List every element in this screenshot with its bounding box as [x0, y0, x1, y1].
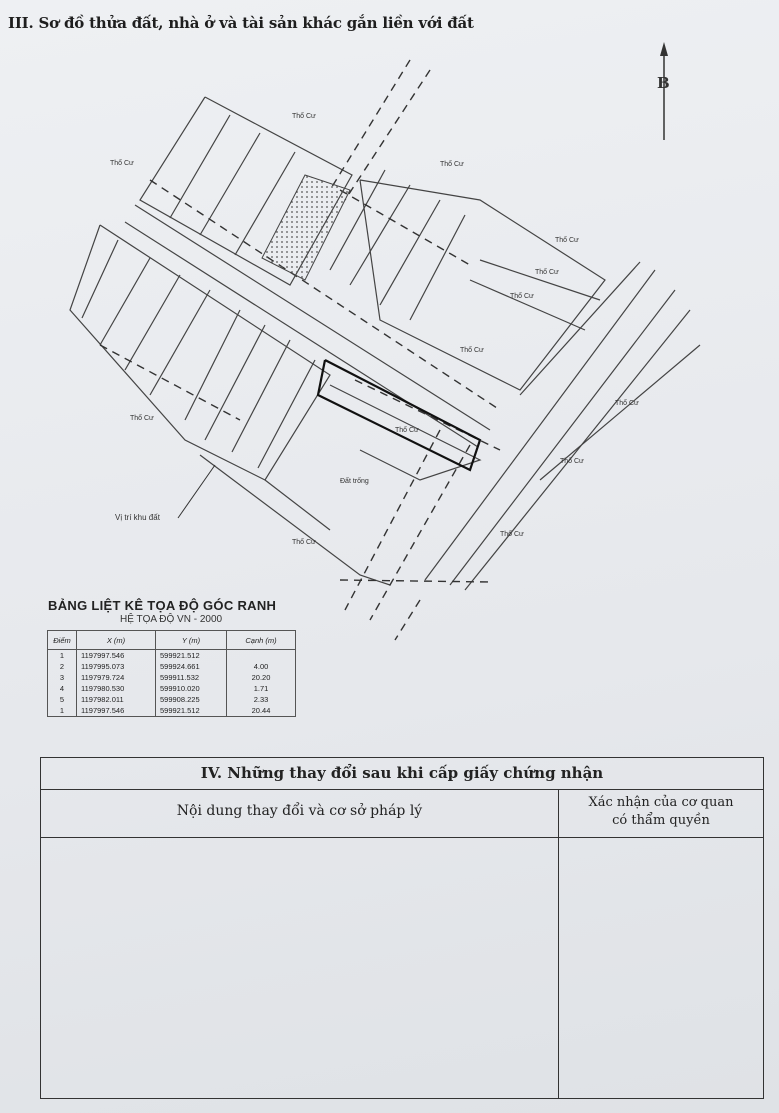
col-header-change-content: Nội dung thay đổi và cơ sở pháp lý [176, 803, 423, 819]
col-header-point: Điểm [48, 631, 77, 650]
north-label: B [657, 74, 670, 92]
changes-after-certification-table [40, 757, 764, 1099]
section-iv-title: IV. Những thay đổi sau khi cấp giấy chứng nhận [41, 758, 763, 790]
change-content-cell[interactable] [41, 838, 558, 1098]
label-tho-cu-9: Thổ Cư [130, 415, 154, 422]
col-header-authority-confirmation: Xác nhận của cơ quan có thẩm quyền [588, 795, 734, 828]
label-vi-tri-khu-dat: Vị trí khu đất [115, 513, 160, 522]
coordinate-system-label: HỆ TỌA ĐỘ VN - 2000 [120, 614, 223, 625]
label-tho-cu-4: Thổ Cư [555, 237, 579, 244]
coordinate-table-title: BẢNG LIỆT KÊ TỌA ĐỘ GÓC RANH [48, 598, 277, 613]
label-tho-cu-1: Thổ Cư [292, 113, 316, 120]
col-header-length: Cạnh (m) [227, 631, 296, 650]
label-tho-cu-7: Thổ Cư [460, 347, 484, 354]
table-row: 5 1197982.011 599908.225 2.33 [48, 694, 296, 705]
authority-confirmation-cell[interactable] [559, 838, 763, 1098]
section-iii-title: III. Sơ đồ thửa đất, nhà ở và tài sản khác gắn liền với đất [8, 14, 474, 32]
label-tho-cu-8: Thổ Cư [615, 400, 639, 407]
label-tho-cu-11: Thổ Cư [560, 458, 584, 465]
subject-parcel-outline [318, 360, 480, 470]
label-tho-cu-5: Thổ Cư [535, 269, 559, 276]
table-row: 1 1197997.546 599921.512 [48, 650, 296, 662]
label-tho-cu-12: Thổ Cư [500, 531, 524, 538]
hatched-parcel [262, 175, 350, 280]
col-header-x: X (m) [77, 631, 156, 650]
north-arrow-icon [657, 42, 670, 140]
col-header-y: Y (m) [156, 631, 227, 650]
label-tho-cu-3: Thổ Cư [440, 161, 464, 168]
table-row: 3 1197979.724 599911.532 20.20 [48, 672, 296, 683]
coordinate-table [47, 630, 296, 717]
label-tho-cu-10: Thổ Cư [395, 427, 419, 434]
label-dat-trong: Đất trống [340, 478, 369, 485]
label-tho-cu-13: Thổ Cư [292, 539, 316, 546]
label-tho-cu-6: Thổ Cư [510, 293, 534, 300]
table-row: 2 1197995.073 599924.661 4.00 [48, 661, 296, 672]
table-row: 4 1197980.530 599910.020 1.71 [48, 683, 296, 694]
table-row: 1 1197997.546 599921.512 20.44 [48, 705, 296, 717]
label-tho-cu-2: Thổ Cư [110, 160, 134, 167]
